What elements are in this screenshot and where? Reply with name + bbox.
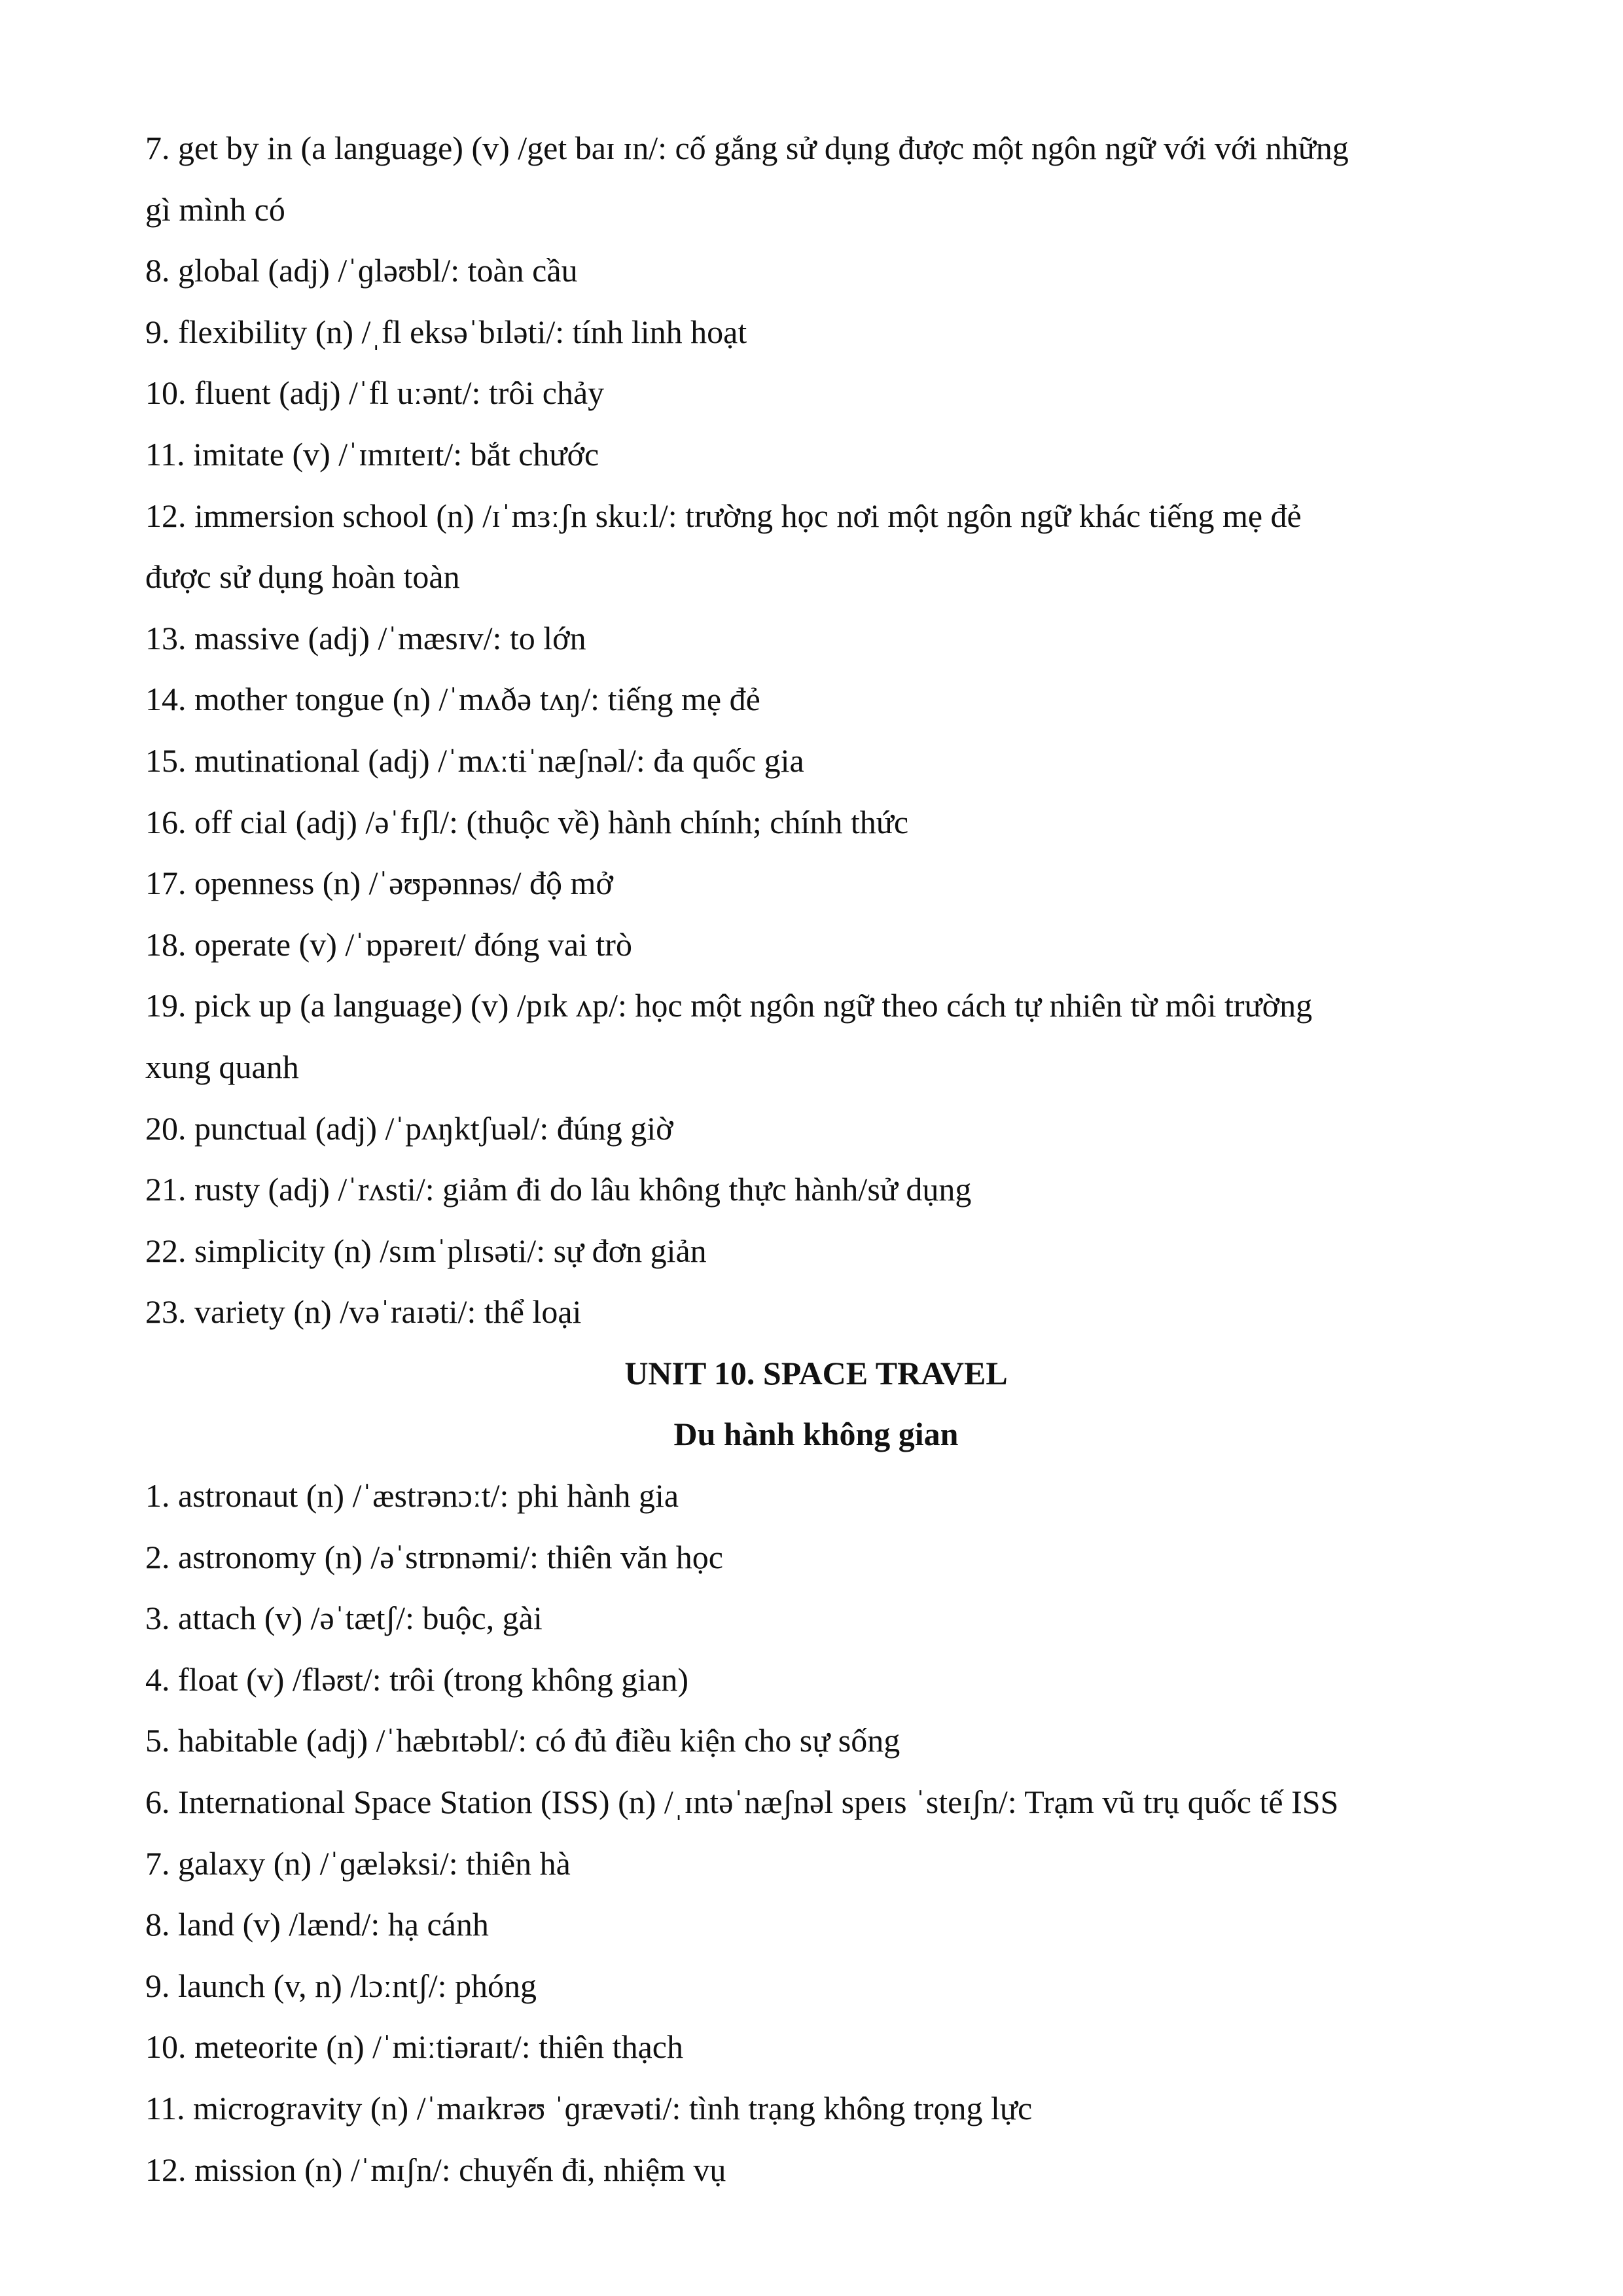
vocab-line: 23. variety (n) /vəˈraɪəti/: thể loại (145, 1293, 582, 1331)
vocab-line: 5. habitable (adj) /ˈhæbɪtəbl/: có đủ điều kiện cho sự sống (145, 1722, 901, 1759)
vocab-line: gì mình có (145, 190, 285, 228)
vocab-line: 11. imitate (v) /ˈɪmɪteɪt/: bắt chước (145, 435, 599, 473)
vocab-line: 10. meteorite (n) /ˈmiːtiəraɪt/: thiên thạch (145, 2028, 683, 2066)
unit-subtitle: Du hành không gian (673, 1416, 959, 1453)
vocab-line: 16. off cial (adj) /əˈfɪʃl/: (thuộc về) hành chính; chính thức (145, 803, 909, 840)
vocab-line: được sử dụng hoàn toàn (145, 558, 460, 596)
vocab-line: 7. galaxy (n) /ˈɡæləksi/: thiên hà (145, 1844, 571, 1882)
vocab-line: 12. immersion school (n) /ɪˈmɜːʃn skuːl/: trường học nơi một ngôn ngữ khác tiếng mẹ đẻ (145, 497, 1302, 534)
vocab-line: 18. operate (v) /ˈɒpəreɪt/ đóng vai trò (145, 925, 632, 963)
vocab-line: 20. punctual (adj) /ˈpʌŋktʃuəl/: đúng giờ (145, 1109, 673, 1147)
vocab-line: 8. land (v) /lænd/: hạ cánh (145, 1906, 489, 1943)
vocab-line: 6. International Space Station (ISS) (n) /ˌɪntəˈnæʃnəl speɪs ˈsteɪʃn/: Trạm vũ trụ quốc tế ISS (145, 1784, 1339, 1821)
vocab-line: 11. microgravity (n) /ˈmaɪkrəʊ ˈɡrævəti/: tình trạng không trọng lực (145, 2090, 1033, 2126)
vocab-line: 17. openness (n) /ˈəʊpənnəs/ độ mở (145, 865, 613, 902)
document-page (145, 118, 1487, 2200)
unit-title: UNIT 10. SPACE TRAVEL (624, 1354, 1008, 1391)
vocab-line: xung quanh (145, 1048, 299, 1085)
vocab-line: 22. simplicity (n) /sɪmˈplɪsəti/: sự đơn giản (145, 1232, 707, 1269)
vocab-line: 13. massive (adj) /ˈmæsɪv/: to lớn (145, 619, 586, 656)
vocab-line: 3. attach (v) /əˈtætʃ/: buộc, gài (145, 1600, 543, 1637)
vocab-line: 19. pick up (a language) (v) /pɪk ʌp/: học một ngôn ngữ theo cách tự nhiên từ môi trường (145, 987, 1313, 1024)
vocab-line: 15. mutinational (adj) /ˈmʌːtiˈnæʃnəl/: đa quốc gia (145, 742, 804, 779)
vocab-line: 10. fluent (adj) /ˈfl uːənt/: trôi chảy (145, 374, 605, 412)
vocab-line: 4. float (v) /fləʊt/: trôi (trong không gian) (145, 1660, 689, 1698)
vocab-line: 12. mission (n) /ˈmɪʃn/: chuyến đi, nhiệm vụ (145, 2151, 726, 2188)
vocab-line: 9. launch (v, n) /lɔːntʃ/: phóng (145, 1967, 537, 2004)
vocab-line: 2. astronomy (n) /əˈstrɒnəmi/: thiên văn học (145, 1538, 723, 1575)
vocab-line: 21. rusty (adj) /ˈrʌsti/: giảm đi do lâu không thực hành/sử dụng (145, 1171, 972, 1208)
vocab-line: 1. astronaut (n) /ˈæstrənɔːt/: phi hành gia (145, 1477, 679, 1515)
vocab-line: 14. mother tongue (n) /ˈmʌðə tʌŋ/: tiếng mẹ đẻ (145, 681, 760, 718)
vocab-line: 8. global (adj) /ˈɡləʊbl/: toàn cầu (145, 252, 578, 289)
vocab-line: 9. flexibility (n) /ˌfl eksəˈbɪləti/: tính linh hoạt (145, 313, 747, 350)
vocab-line: 7. get by in (a language) (v) /get baɪ ɪn/: cố gắng sử dụng được một ngôn ngữ với với những (145, 130, 1349, 166)
